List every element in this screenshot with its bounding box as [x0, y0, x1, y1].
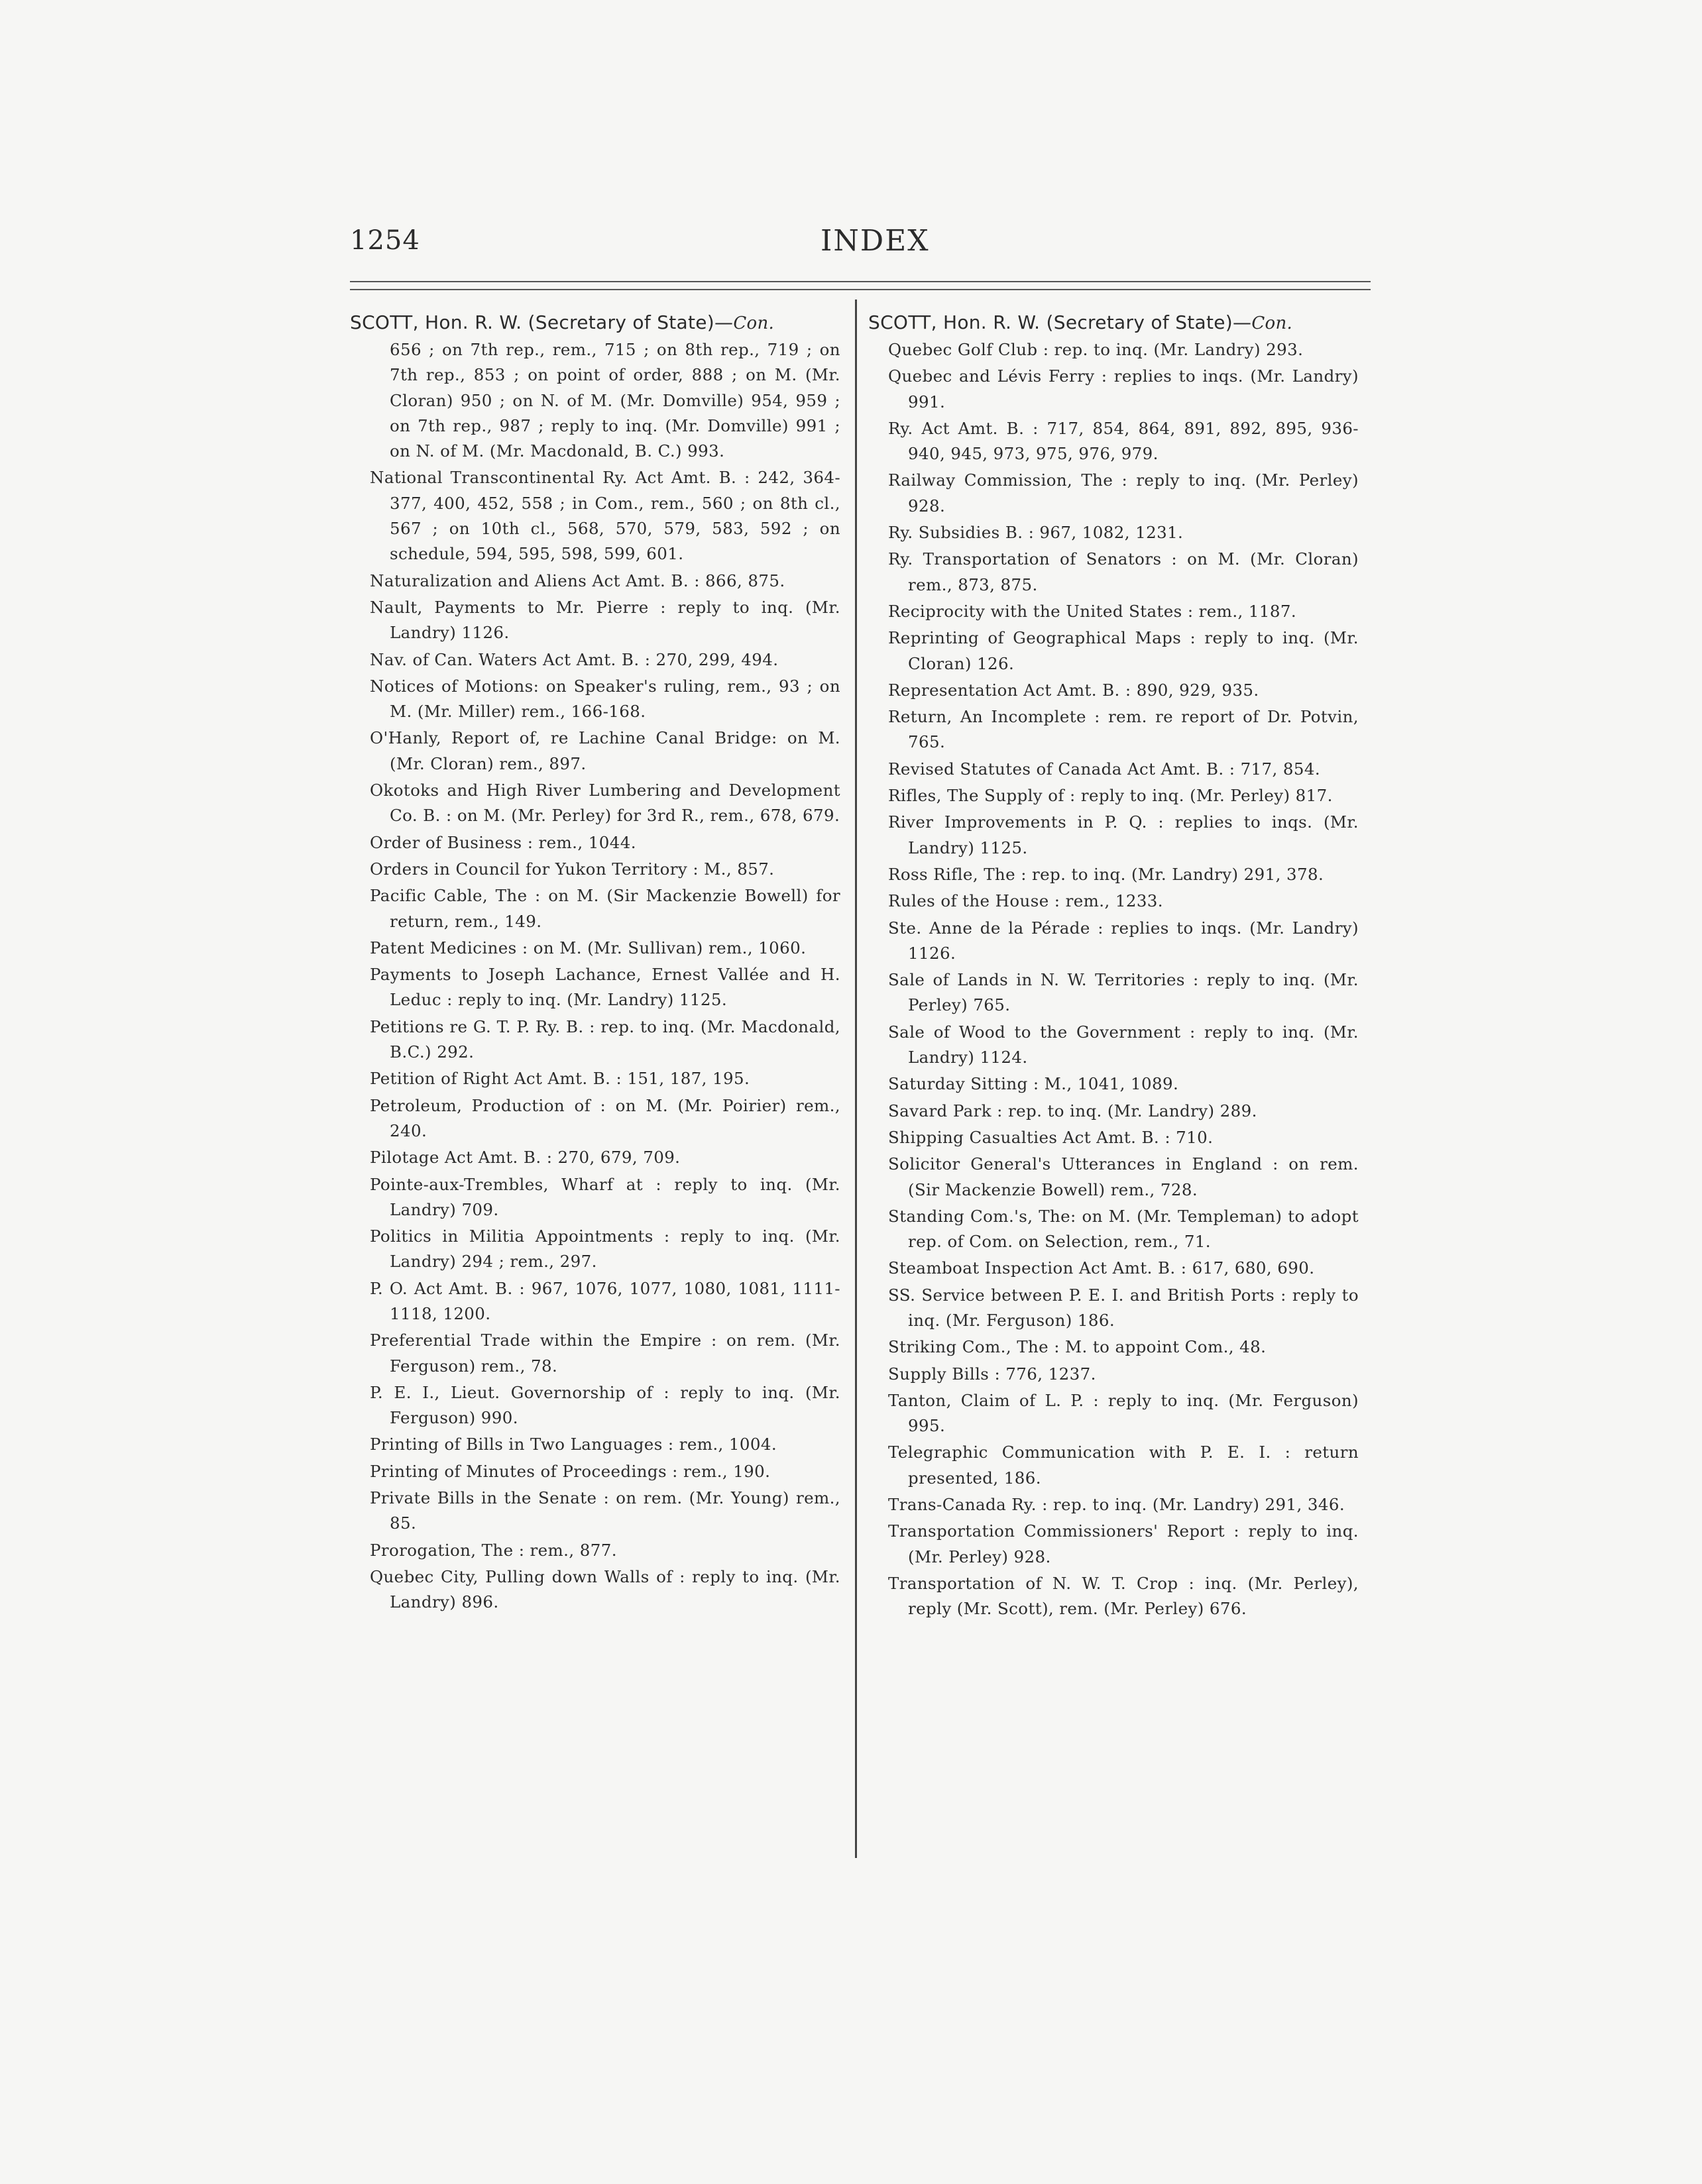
index-entry: Telegraphic Communication with P. E. I. : return presented, 186.: [888, 1443, 1359, 1488]
index-entry: Quebec Golf Club : rep. to inq. (Mr. Landry) 293.: [888, 340, 1304, 359]
index-entry: Prorogation, The : rem., 877.: [370, 1540, 617, 1560]
index-entry: Printing of Minutes of Proceedings : rem., 190.: [370, 1461, 771, 1481]
page-number: 1254: [350, 225, 420, 256]
heading-con: Con.: [1251, 313, 1293, 333]
index-entry: Pilotage Act Amt. B. : 270, 679, 709.: [370, 1148, 681, 1168]
index-entry: Quebec and Lévis Ferry : replies to inqs. (Mr. Landry) 991.: [888, 366, 1359, 411]
index-entry: Return, An Incomplete : rem. re report of Dr. Potvin, 765.: [888, 707, 1359, 752]
index-entry: Ry. Transportation of Senators : on M. (Mr. Cloran) rem., 873, 875.: [888, 549, 1359, 594]
index-entry: P. E. I., Lieut. Governorship of : reply to inq. (Mr. Ferguson) 990.: [370, 1382, 840, 1428]
index-entry: Transportation Commissioners' Report : reply to inq. (Mr. Perley) 928.: [888, 1521, 1359, 1566]
index-entry: Notices of Motions: on Speaker's ruling, rem., 93 ; on M. (Mr. Miller) rem., 166-168.: [370, 676, 840, 722]
index-entry: Rules of the House : rem., 1233.: [888, 891, 1163, 911]
left-column: [350, 310, 840, 1617]
index-entry: Pointe-aux-Trembles, Wharf at : reply to inq. (Mr. Landry) 709.: [370, 1174, 840, 1219]
index-entry: Sale of Lands in N. W. Territories : reply to inq. (Mr. Perley) 765.: [888, 970, 1359, 1015]
index-entry: Nault, Payments to Mr. Pierre : reply to inq. (Mr. Landry) 1126.: [370, 597, 840, 643]
index-entry: Patent Medicines : on M. (Mr. Sullivan) rem., 1060.: [370, 938, 807, 957]
index-entry: Orders in Council for Yukon Territory : M., 857.: [370, 859, 775, 879]
index-entry-continuation: 656 ; on 7th rep., rem., 715 ; on 8th rep., 719 ; on 7th rep., 853 ; on point of order, 888 ; on M. (Mr. Cloran) 950 ; on N. of M. (Mr. Domville) 954, 959 ; on 7th rep., 987 ; reply to inq. (Mr. Domville) 991 ; on N. of M. (Mr. Macdonald, B. C.) 993.: [390, 340, 840, 461]
right-column-heading: [868, 310, 1359, 336]
right-column: [868, 310, 1359, 1623]
index-entry: Ste. Anne de la Pérade : replies to inqs. (Mr. Landry) 1126.: [888, 918, 1359, 963]
right-entries-list: [868, 337, 1359, 1622]
index-entry: Preferential Trade within the Empire : on rem. (Mr. Ferguson) rem., 78.: [370, 1331, 840, 1376]
index-entry: Private Bills in the Senate : on rem. (Mr. Young) rem., 85.: [370, 1488, 840, 1533]
heading-name: SCOTT, Hon. R. W. (Secretary of State)—: [350, 311, 734, 333]
index-entry: Nav. of Can. Waters Act Amt. B. : 270, 299, 494.: [370, 649, 779, 669]
page-title: INDEX: [821, 224, 930, 258]
heading-name: SCOTT, Hon. R. W. (Secretary of State)—: [868, 311, 1252, 333]
left-entries-list: [350, 465, 840, 1615]
index-entry: Okotoks and High River Lumbering and Development Co. B. : on M. (Mr. Perley) for 3rd R., rem., 678, 679.: [370, 781, 840, 826]
index-entry: Tanton, Claim of L. P. : reply to inq. (Mr. Ferguson) 995.: [888, 1390, 1359, 1436]
index-entry: Naturalization and Aliens Act Amt. B. : 866, 875.: [370, 571, 785, 590]
index-entry: O'Hanly, Report of, re Lachine Canal Bridge: on M. (Mr. Cloran) rem., 897.: [370, 728, 840, 773]
index-entry: Shipping Casualties Act Amt. B. : 710.: [888, 1127, 1214, 1147]
column-divider: [855, 300, 857, 1858]
index-entry: P. O. Act Amt. B. : 967, 1076, 1077, 1080, 1081, 1111-1118, 1200.: [370, 1278, 840, 1323]
index-entry: Ry. Act Amt. B. : 717, 854, 864, 891, 892, 895, 936-940, 945, 973, 975, 976, 979.: [888, 418, 1359, 464]
index-entry: Sale of Wood to the Government : reply to inq. (Mr. Landry) 1124.: [888, 1022, 1359, 1067]
index-entry: Steamboat Inspection Act Amt. B. : 617, 680, 690.: [888, 1258, 1315, 1278]
index-entry: SS. Service between P. E. I. and British Ports : reply to inq. (Mr. Ferguson) 186.: [888, 1285, 1359, 1330]
heading-con: Con.: [733, 313, 775, 333]
index-entry: Ross Rifle, The : rep. to inq. (Mr. Landry) 291, 378.: [888, 864, 1324, 884]
index-entry: Railway Commission, The : reply to inq. (Mr. Perley) 928.: [888, 470, 1359, 516]
index-entry: Printing of Bills in Two Languages : rem., 1004.: [370, 1435, 777, 1454]
index-entry: River Improvements in P. Q. : replies to inqs. (Mr. Landry) 1125.: [888, 812, 1359, 857]
left-column-heading: [350, 310, 840, 336]
index-entry: Pacific Cable, The : on M. (Sir Mackenzie Bowell) for return, rem., 149.: [370, 886, 840, 931]
index-entry: Petroleum, Production of : on M. (Mr. Poirier) rem., 240.: [370, 1095, 840, 1140]
index-entry: Striking Com., The : M. to appoint Com., 48.: [888, 1337, 1267, 1357]
index-entry: Politics in Militia Appointments : reply to inq. (Mr. Landry) 294 ; rem., 297.: [370, 1227, 840, 1272]
index-entry: Representation Act Amt. B. : 890, 929, 935.: [888, 680, 1259, 700]
index-entry: Solicitor General's Utterances in England : on rem. (Sir Mackenzie Bowell) rem., 728.: [888, 1154, 1359, 1199]
index-entry: Ry. Subsidies B. : 967, 1082, 1231.: [888, 523, 1184, 543]
index-entry: Payments to Joseph Lachance, Ernest Vallée and H. Leduc : reply to inq. (Mr. Landry) 1125.: [370, 965, 840, 1010]
index-entry: Supply Bills : 776, 1237.: [888, 1364, 1096, 1384]
index-entry: Reciprocity with the United States : rem., 1187.: [888, 601, 1297, 621]
index-entry: Petitions re G. T. P. Ry. B. : rep. to inq. (Mr. Macdonald, B.C.) 292.: [370, 1016, 840, 1062]
index-entry: Savard Park : rep. to inq. (Mr. Landry) 289.: [888, 1101, 1257, 1120]
index-entry: Rifles, The Supply of : reply to inq. (Mr. Perley) 817.: [888, 786, 1333, 806]
index-entry: Order of Business : rem., 1044.: [370, 832, 636, 852]
header-rule-top: [350, 281, 1371, 282]
index-entry: Revised Statutes of Canada Act Amt. B. : 717, 854.: [888, 759, 1321, 779]
index-entry: Saturday Sitting : M., 1041, 1089.: [888, 1074, 1179, 1094]
header-rule-bottom: [350, 289, 1371, 290]
index-entry: National Transcontinental Ry. Act Amt. B. : 242, 364-377, 400, 452, 558 ; in Com., rem., 560 ; on 8th cl., 567 ; on 10th cl., 568, 570, 579, 583, 592 ; on schedule, 594, 595, 598, 599, 601.: [370, 468, 840, 564]
index-entry: Transportation of N. W. T. Crop : inq. (Mr. Perley), reply (Mr. Scott), rem. (Mr. Perley) 676.: [888, 1573, 1359, 1619]
index-entry: Trans-Canada Ry. : rep. to inq. (Mr. Landry) 291, 346.: [888, 1495, 1345, 1515]
index-entry: Standing Com.'s, The: on M. (Mr. Templeman) to adopt rep. of Com. on Selection, rem., 71.: [888, 1206, 1359, 1252]
index-entry: Petition of Right Act Amt. B. : 151, 187, 195.: [370, 1069, 750, 1089]
index-entry: Reprinting of Geographical Maps : reply to inq. (Mr. Cloran) 126.: [888, 628, 1359, 673]
index-entry: Quebec City, Pulling down Walls of : reply to inq. (Mr. Landry) 896.: [370, 1566, 840, 1612]
